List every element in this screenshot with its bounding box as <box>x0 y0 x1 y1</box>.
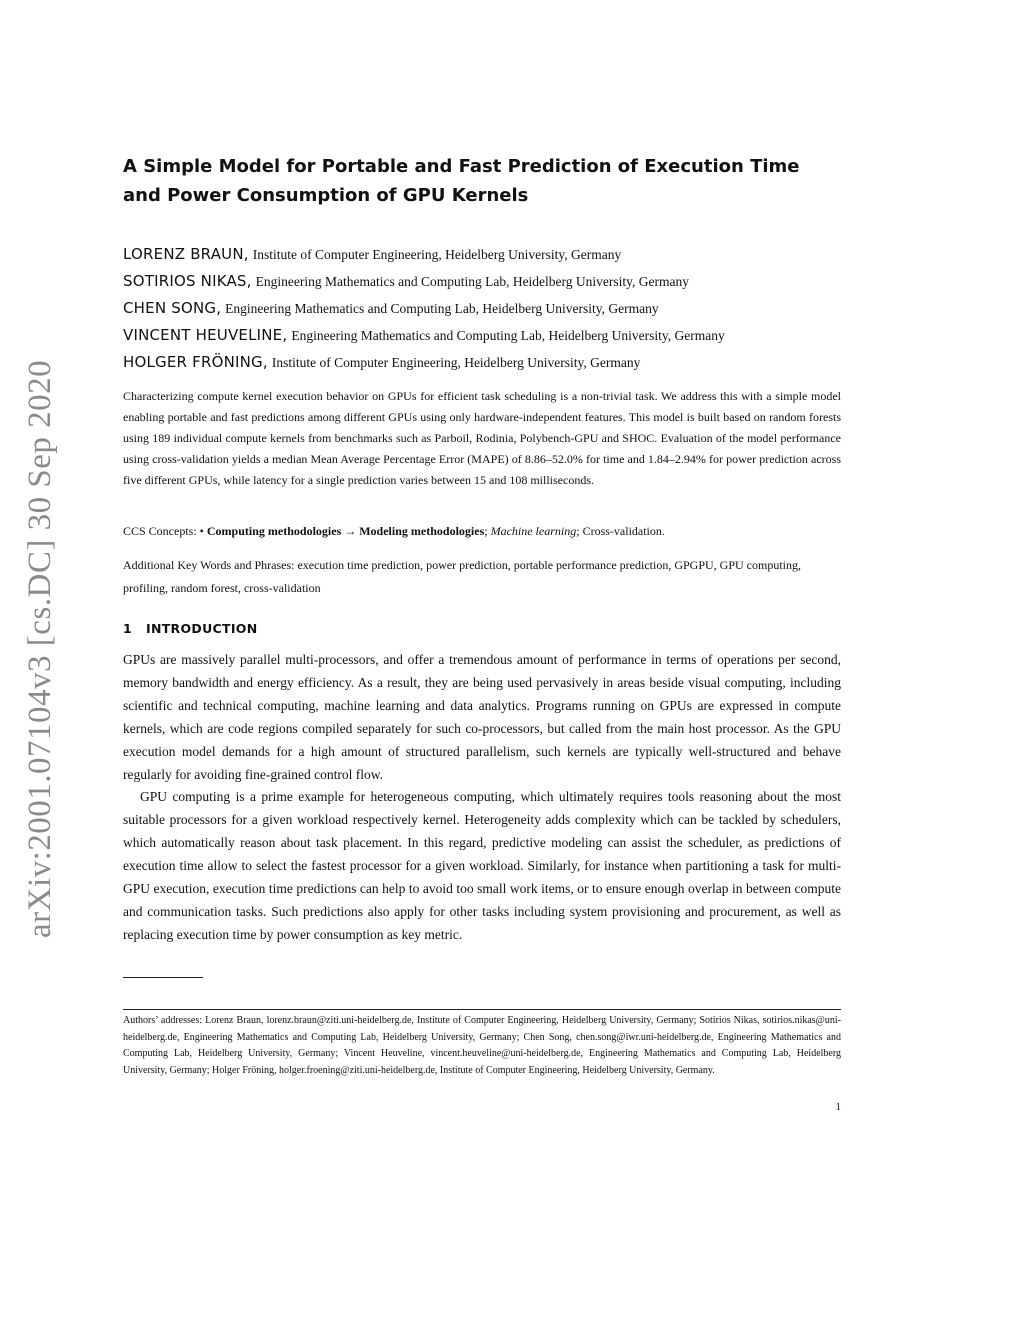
footnote-divider <box>123 1009 841 1010</box>
author-affiliation: Institute of Computer Engineering, Heidelberg University, Germany <box>252 247 622 262</box>
author-entry <box>123 295 841 322</box>
paragraph: GPU computing is a prime example for heterogeneous computing, which ultimately requires tools reasoning about the most suitable processors for a given workload respectively kernel. Heterogeneity adds complexity which can be tackled by schedulers, which automatically reason about task placement. In this regard, predictive modeling can assist the scheduler, as predictions of execution time allow to select the fastest processor for a given workload. Similarly, for instance when partitioning a task for multi-GPU execution, execution time predictions can help to avoid too small work items, or to ensure enough overlap in between compute and communication tasks. Such predictions also apply for other tasks including system provisioning and procurement, as well as replacing execution time by power consumption as key metric. <box>123 789 841 942</box>
author-entry <box>123 349 841 376</box>
author-name: LORENZ BRAUN, <box>123 245 249 263</box>
author-name: CHEN SONG, <box>123 299 222 317</box>
author-name: SOTIRIOS NIKAS, <box>123 272 252 290</box>
ccs-primary-concept: Computing methodologies → Modeling methodologies <box>206 524 485 538</box>
author-entry <box>123 268 841 295</box>
paper-title: A Simple Model for Portable and Fast Prediction of Execution Time and Power Consumption of GPU Kernels <box>123 156 800 206</box>
author-affiliation: Engineering Mathematics and Computing Lab, Heidelberg University, Germany <box>291 328 725 343</box>
ccs-separator: ; <box>484 524 488 538</box>
ccs-rest: ; Cross-validation. <box>576 524 665 538</box>
author-affiliation: Institute of Computer Engineering, Heidelberg University, Germany <box>271 355 641 370</box>
arxiv-identifier-text: arXiv:2001.07104v3 [cs.DC] 30 Sep 2020 <box>22 359 58 938</box>
section-title: INTRODUCTION <box>146 621 258 636</box>
abstract: Characterizing compute kernel execution behavior on GPUs for efficient task scheduling is a non-trivial task. We address this with a simple model enabling portable and fast predictions among different GPUs using only hardware-independent features. This model is built based on random forests using 189 individual compute kernels from benchmarks such as Parboil, Rodinia, Polybench-GPU and SHOC. Evaluation of the model performance using cross-validation yields a median Mean Average Percentage Error (MAPE) of 8.86–52.0% for time and 1.84–2.94% for power prediction across five different GPUs, while latency for a single prediction varies between 15 and 108 milliseconds. <box>123 389 841 487</box>
page-number: 1 <box>835 1101 841 1113</box>
author-addresses-footnote: Authors’ addresses: Lorenz Braun, lorenz.braun@ziti.uni-heidelberg.de, Institute of Computer Engineering, Heidelberg University, Germany; Sotirios Nikas, sotirios.nikas@uni-heidelberg.de, Engineering Mathematics and Computing Lab, Heidelberg University, Germany; Chen Song, chen.song@iwr.uni-heidelberg.de, Engineering Mathematics and Computing Lab, Heidelberg University, Germany; Vincent Heuveline, vincent.heuveline@uni-heidelberg.de, Engineering Mathematics and Computing Lab, Heidelberg University, Germany; Holger Fröning, holger.froening@ziti.uni-heidelberg.de, Institute of Computer Engineering, Heidelberg University, Germany. <box>123 1015 841 1076</box>
ccs-label: CCS Concepts: • <box>123 524 204 538</box>
author-entry <box>123 322 841 349</box>
author-name: HOLGER FRÖNING, <box>123 353 268 371</box>
arxiv-identifier-stamp <box>18 350 62 950</box>
section-number: 1 <box>123 621 132 636</box>
author-name: VINCENT HEUVELINE, <box>123 326 288 344</box>
paragraph: GPUs are massively parallel multi-processors, and offer a tremendous amount of performance in terms of operations per second, memory bandwidth and energy efficiency. As a result, they are being used pervasively in areas beside visual computing, including scientific and technical computing, machine learning and data analytics. Programs running on GPUs are expressed in compute kernels, which are code regions compiled separately for such co-processors, but called from the main host processor. As the GPU execution model demands for a high amount of structured parallelism, such kernels are typically well-structured and behave regularly for avoiding fine-grained control flow. <box>123 652 841 782</box>
body-text <box>123 649 841 947</box>
author-entry <box>123 241 841 268</box>
ccs-concepts <box>123 521 841 542</box>
ccs-italic-concept: Machine learning <box>490 524 577 538</box>
author-affiliation: Engineering Mathematics and Computing Lab, Heidelberg University, Germany <box>255 274 690 289</box>
footnote-rule <box>123 977 203 978</box>
section-heading <box>123 621 257 636</box>
author-affiliation: Engineering Mathematics and Computing Lab, Heidelberg University, Germany <box>225 301 659 316</box>
keywords: Additional Key Words and Phrases: execution time prediction, power prediction, portable performance prediction, GPGPU, GPU computing, profiling, random forest, cross-validation <box>123 558 801 595</box>
author-list <box>123 241 841 376</box>
